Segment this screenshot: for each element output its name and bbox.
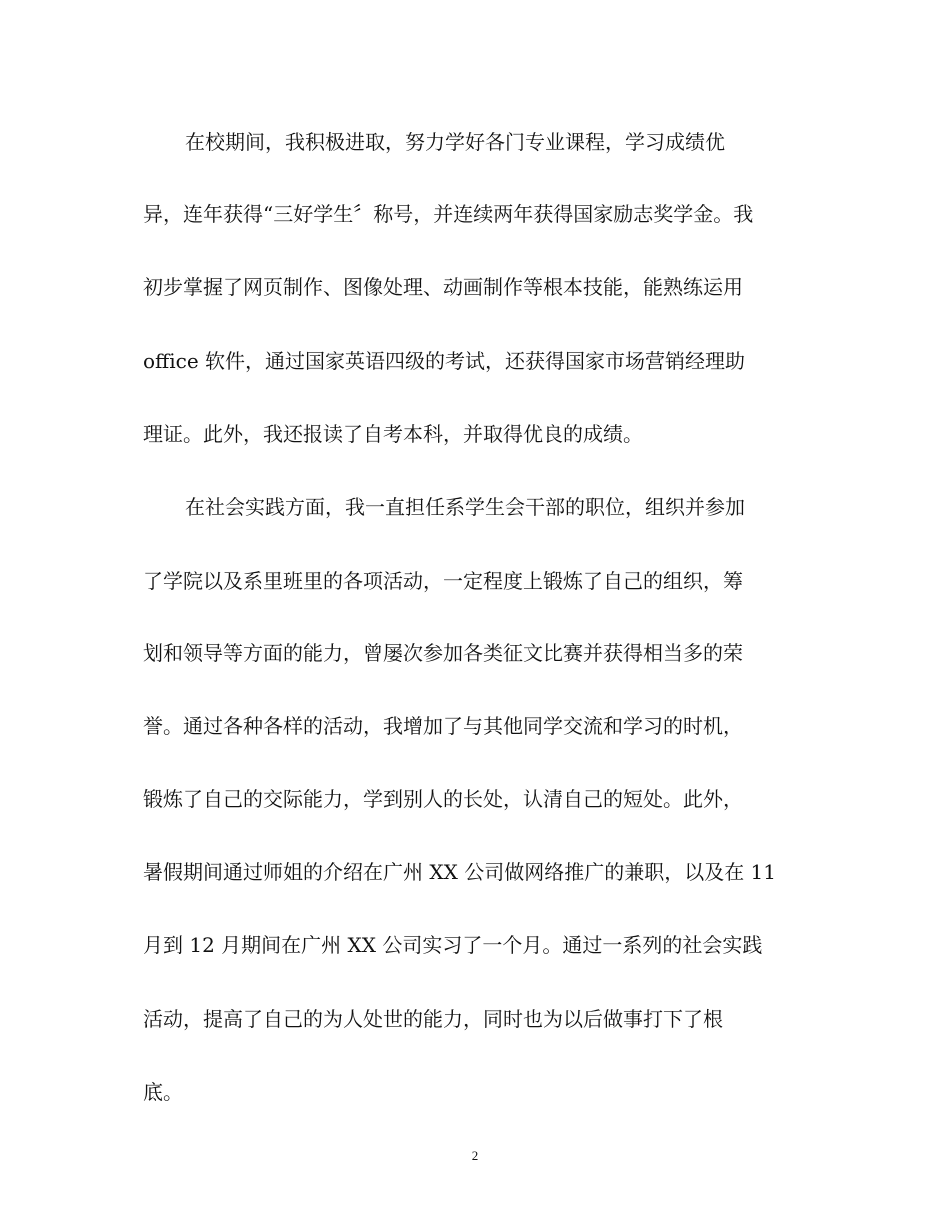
- text-line: 在校期间，我积极进取，努力学好各门专业课程，学习成绩优: [185, 130, 725, 154]
- text-line: 底。: [143, 1080, 183, 1104]
- text-line: 誉。通过各种各样的活动，我增加了与其他同学交流和学习的时机，: [143, 714, 743, 738]
- text-line: 初步掌握了网页制作、图像处理、动画制作等根本技能，能熟练运用: [143, 275, 743, 299]
- text-line: office 软件，通过国家英语四级的考试，还获得国家市场营销经理助: [143, 349, 746, 373]
- text-line: 在社会实践方面，我一直担任系学生会干部的职位，组织并参加: [185, 495, 745, 519]
- text-line: 了学院以及系里班里的各项活动，一定程度上锻炼了自己的组织，筹: [143, 569, 743, 593]
- text-line: 理证。此外，我还报读了自考本科，并取得优良的成绩。: [143, 422, 643, 446]
- page-number: 2: [471, 1148, 479, 1163]
- text-line: 月到 12 月期间在广州 XX 公司实习了一个月。通过一系列的社会实践: [143, 933, 763, 957]
- text-line: 活动，提高了自己的为人处世的能力，同时也为以后做事打下了根: [143, 1007, 723, 1031]
- text-line: 异，连年获得“三好学生〞称号，并连续两年获得国家励志奖学金。我: [143, 202, 754, 226]
- text-line: 锻炼了自己的交际能力，学到别人的长处，认清自己的短处。此外，: [143, 787, 743, 811]
- text-line: 划和领导等方面的能力，曾屡次参加各类征文比赛并获得相当多的荣: [143, 641, 743, 665]
- text-line: 暑假期间通过师姐的介绍在广州 XX 公司做网络推广的兼职，以及在 11: [143, 860, 776, 884]
